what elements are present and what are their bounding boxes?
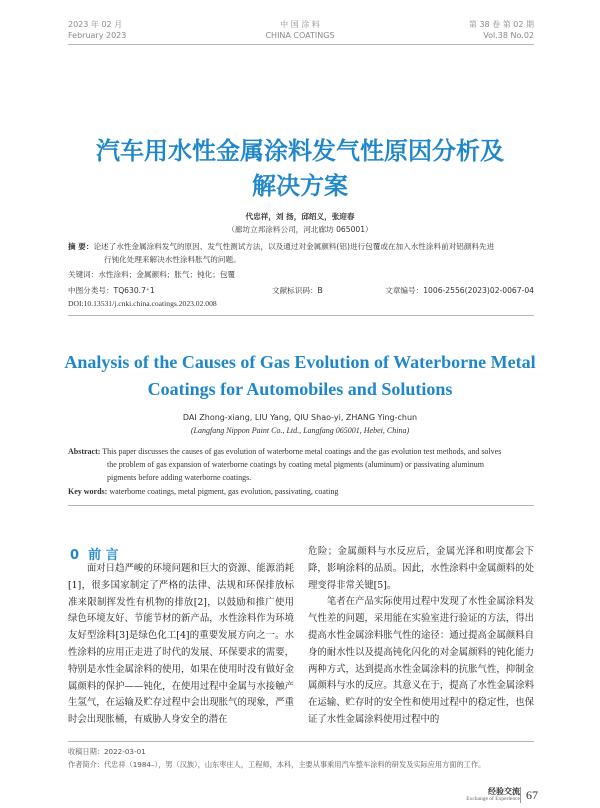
- abstract-en-text1: This paper discusses the causes of gas evolution of waterborne metal coatings and the gas evolution test methods, and solves: [102, 447, 502, 456]
- body-right-paragraph-2: 笔者在产品实际使用过程中发现了水性金属涂料发气性差的问题，采用能在实验室进行验证的方法，得出提高水性金属涂料胀气性的途径：通过提高金属颜料自身的耐水性以及提高钝化闪化的对金属颜料的钝化能力两种方式，达到提高水性金属涂料的抗胀气性，抑制金属颜料与水的反应。其意义在于，提高了水性金属涂料在运输、贮存时的安全性和使用过程中的稳定性，也保证了水性金属涂料使用过程中的: [308, 596, 534, 725]
- keywords-en: [68, 485, 338, 499]
- doi: DOI:10.13531/j.cnki.china.coatings.2023.02.008: [68, 299, 217, 308]
- header-volume-cn: 第 38 卷 第 02 期: [468, 20, 534, 29]
- footer-section-en: Exchange of Experience: [466, 796, 520, 802]
- footnote-rule: [68, 741, 534, 742]
- abstract-cn-label: 摘 要：: [68, 242, 94, 251]
- article-number: 文章编号：1006-2556(2023)02-0067-04: [385, 286, 534, 295]
- body-right-column: [308, 544, 534, 729]
- affiliation-en: (Langfang Nippon Paint Co., Ltd., Langfang 065001, Hebei, China): [190, 426, 410, 435]
- title-cn-line2: 解决方案: [252, 172, 348, 200]
- abstract-en-line1: [68, 445, 501, 459]
- header-journal-cn: 中 国 涂 料: [280, 20, 320, 29]
- header-journal-en: CHINA COATINGS: [265, 31, 335, 40]
- abstract-en-rule: [68, 505, 534, 506]
- received-date: 收稿日期：2022-03-01: [68, 747, 146, 756]
- header-rule: [68, 44, 534, 45]
- title-en-line1: Analysis of the Causes of Gas Evolution of Waterborne Metal: [64, 352, 536, 372]
- section-number: 0: [70, 548, 80, 563]
- abstract-cn-line1: [68, 240, 494, 254]
- footer-section: [466, 787, 520, 803]
- abstract-en-line2: the problem of gas expansion of waterborne coatings by coating metal pigments (aluminum) or passivating aluminum: [107, 460, 485, 469]
- header-date-cn: 2023 年 02 月: [68, 20, 123, 29]
- page-number: 67: [520, 787, 538, 803]
- section-title: 前 言: [88, 548, 119, 563]
- abstract-en-label: Abstract:: [68, 447, 101, 456]
- body-right-paragraph-1: 危险；金属颜料与水反应后，金属光泽和明度都会下降，影响涂料的品质。因此，水性涂料中金属颜料的处理变得非常关键[5]。: [308, 546, 534, 591]
- classification-number: 中图分类号：TQ630.7⁺1: [68, 286, 155, 295]
- header-volume-en: Vol.38 No.02: [483, 31, 534, 40]
- abstract-rule: [68, 315, 534, 316]
- abstract-cn-text1: 论述了水性金属涂料发气的原因、发气性测试方法，以及通过对金属颜料(铝)进行包覆或在加入水性涂料前对铝颜料先进: [93, 242, 495, 251]
- document-code: 文献标识码：B: [272, 286, 323, 295]
- affiliation-cn: （廊坊立邦涂料公司，河北廊坊 065001）: [227, 225, 373, 234]
- authors-en: DAI Zhong-xiang, LIU Yang, QIU Shao-yi, ZHANG Ying-chun: [182, 413, 418, 422]
- keywords-cn: 关键词：水性涂料；金属颜料；胀气；钝化；包覆: [68, 270, 236, 279]
- authors-cn: 代忠祥，刘 扬，邱绍义，张迎春: [245, 212, 355, 221]
- body-left-column: 面对日趋严峻的环境问题和巨大的资源、能源消耗[1]，很多国家制定了严格的法律、法规和环保排放标准来限制挥发性有机物的排放[2]，以鼓励和推广使用绿色环境友好、节能节材的新产品，水性涂料作为环境友好型涂料[3]是绿色化工[4]的重要发展方向之一。水性涂料的应用正走进了时代的发展、环保要求的需要，特别是水性金属涂料的使用，如果在使用时没有做好金属颜料的保护——钝化，在使用过程中金属与水接触产生氢气，在运输及贮存过程中会出现胀气的现象，严重时会出现胀桶，有威胁人身安全的潜在: [68, 563, 294, 726]
- abstract-cn-line2: 行钝化处理来解决水性涂料胀气的问题。: [104, 255, 241, 264]
- keywords-en-label: Key words:: [68, 487, 108, 496]
- title-cn-line1: 汽车用水性金属涂料发气性原因分析及: [96, 137, 504, 165]
- header-date-en: February 2023: [68, 31, 127, 40]
- title-en-line2: Coatings for Automobiles and Solutions: [147, 379, 453, 399]
- footer-section-cn: 经验交流: [488, 787, 520, 796]
- abstract-en-line3: pigments before adding waterborne coatings.: [107, 473, 252, 482]
- keywords-en-text: waterborne coatings, metal pigment, gas evolution, passivating, coating: [109, 487, 339, 496]
- author-bio: 作者简介：代忠祥（1984–），男（汉族），山东枣庄人，工程师，本科，主要从事乘用汽车整车涂料的研发及实际应用方面的工作。: [68, 760, 486, 769]
